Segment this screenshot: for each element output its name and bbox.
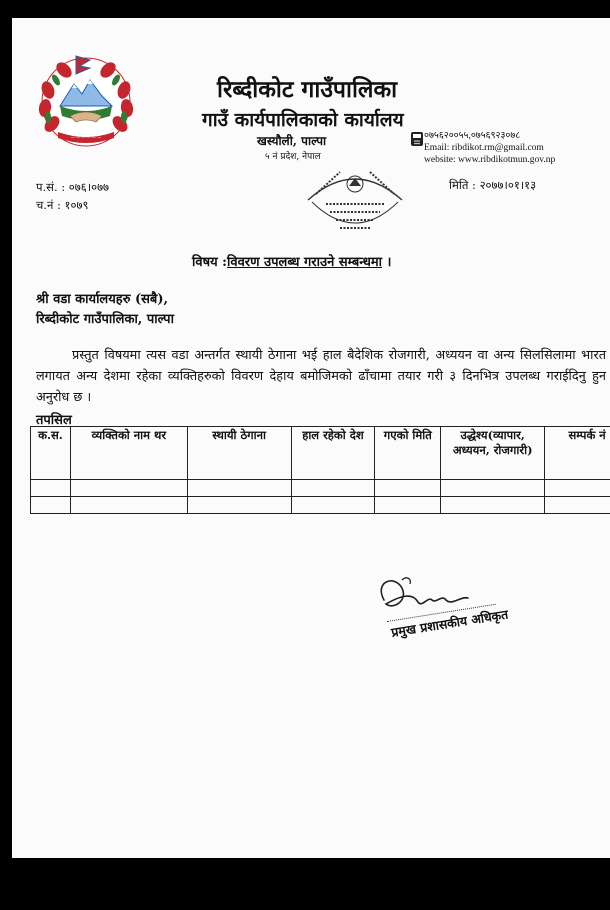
- office-stamp: [302, 164, 408, 242]
- table-header-cell: स्थायी ठेगाना: [187, 427, 291, 480]
- table-row: [31, 480, 610, 497]
- table-header-row: [31, 427, 610, 480]
- bottom-black-bar: [0, 858, 610, 910]
- table-cell: [441, 480, 545, 497]
- table-cell: [375, 497, 441, 514]
- letter-reference-number: प.सं. : ०७६।०७७: [36, 180, 110, 194]
- municipality-name: रिब्दीकोट गाउँपालिका: [217, 76, 398, 103]
- subject-text: विवरण उपलब्ध गराउने सम्बन्धमा: [226, 255, 383, 270]
- table-cell: [291, 497, 375, 514]
- table-cell: [375, 480, 441, 497]
- table-cell: [187, 497, 291, 514]
- details-table: [30, 426, 610, 514]
- table-header-cell: उद्धेश्य(व्यापार, अध्ययन, रोजगारी): [441, 427, 545, 480]
- table-header-cell: क.स.: [31, 427, 71, 480]
- addressee-block: [36, 290, 174, 330]
- table-cell: [187, 480, 291, 497]
- table-cell: [70, 480, 187, 497]
- subject-suffix: ।: [382, 255, 392, 270]
- table-header-cell: हाल रहेको देश: [291, 427, 375, 480]
- table-header-cell: व्यक्तिको नाम थर: [70, 427, 187, 480]
- svg-text:— — — — — —: — — — — — —: [70, 135, 102, 140]
- reference-block: [36, 178, 109, 214]
- subject-line: [192, 252, 391, 270]
- email-address: Email: ribdikot.rm@gmail.com: [424, 143, 544, 153]
- office-name: गाउँ कार्यपालिकाको कार्यालय: [202, 109, 404, 131]
- table-header-cell: गएको मिति: [375, 427, 441, 480]
- table-cell: [291, 480, 375, 497]
- table-cell: [31, 480, 71, 497]
- table-cell: [31, 497, 71, 514]
- table-section-title: तपसिल: [36, 413, 72, 428]
- contact-block: [424, 130, 555, 166]
- addressee-line-2: रिब्दीकोट गाउँपालिका, पाल्पा: [36, 312, 174, 327]
- website-address: website: www.ribdikotmun.gov.np: [424, 155, 556, 165]
- phone-number: ०७५६२००५५,०७५६९२३०७८: [424, 131, 521, 141]
- signatory-title: प्रमुख प्रशासकीय अधिकृत: [390, 606, 510, 640]
- address-line-2: ५ नं प्रदेश, नेपाल: [265, 152, 321, 162]
- table-cell: [441, 497, 545, 514]
- letter-date: मिति : २०७७।०१।१३: [449, 178, 537, 192]
- government-emblem-logo: [36, 50, 136, 150]
- table-cell: [545, 480, 610, 497]
- top-black-bar: [0, 0, 610, 18]
- table-cell: [545, 497, 610, 514]
- table-row: [31, 497, 610, 514]
- addressee-line-1: श्री वडा कार्यालयहरु (सबै),: [36, 292, 169, 307]
- letter-page: [12, 18, 610, 858]
- address-line-1: खस्यौली, पाल्पा: [257, 134, 327, 148]
- table-header-cell: सम्पर्क नं: [545, 427, 610, 480]
- dispatch-number: च.नं : १०७९: [36, 198, 89, 212]
- table-cell: [70, 497, 187, 514]
- body-paragraph: प्रस्तुत विषयमा त्यस वडा अन्तर्गत स्थायी ठेगाना भई हाल बैदेशिक रोजगारी, अध्ययन वा अन्य सिलसिलामा भारत लगायत अन्य देशमा रहेका व्यक्तिहरुको विवरण देहाय बमोजिमको ढाँचामा तयार गरी ३ दिनभित्र उपलब्ध गराईदिनु हुन अनुरोध छ ।: [36, 348, 606, 405]
- subject-label: विषय :: [192, 255, 227, 270]
